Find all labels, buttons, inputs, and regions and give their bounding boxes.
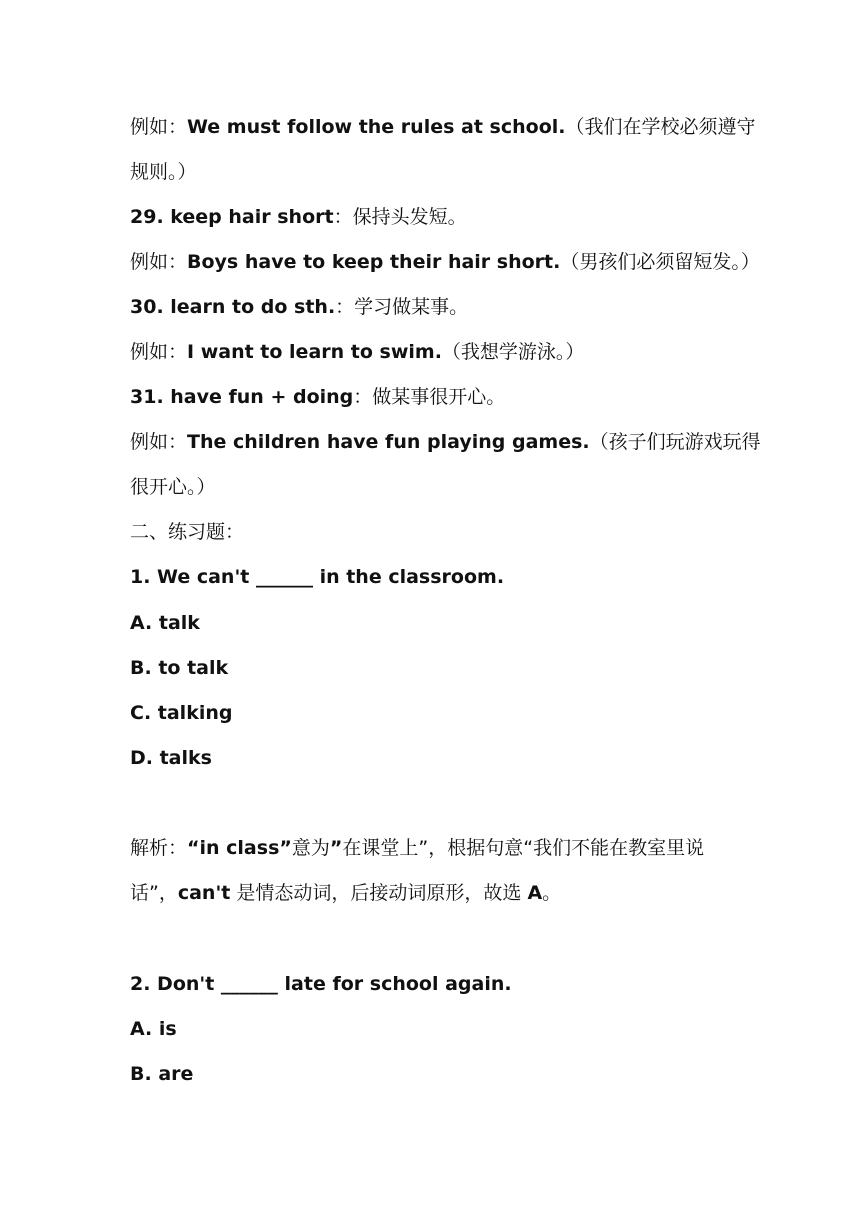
analysis-1-line-2: 话”，can't 是情态动词，后接动词原形，故选 A。	[130, 882, 562, 904]
section-heading-exercises: 二、练习题：	[130, 521, 245, 543]
item-30: 30. learn to do sth.：学习做某事。	[130, 296, 469, 318]
example-line-hair: 例如：Boys have to keep their hair short.（男孩们必须留短发。）	[130, 251, 760, 273]
question-1-option-d: D. talks	[130, 747, 212, 769]
question-1-option-c: C. talking	[130, 702, 233, 724]
example-line-games-cont: 很开心。）	[130, 476, 216, 498]
item-31: 31. have fun + doing：做某事很开心。	[130, 386, 506, 408]
question-2-option-b: B. are	[130, 1063, 194, 1085]
analysis-1-line-1: 解析：“in class”意为”在课堂上”，根据句意“我们不能在教室里说	[130, 837, 705, 859]
question-2-stem: 2. Don't ______ late for school again.	[130, 973, 512, 995]
example-line-rules-cont: 规则。）	[130, 161, 197, 183]
question-2-option-a: A. is	[130, 1018, 177, 1040]
item-29: 29. keep hair short：保持头发短。	[130, 206, 467, 228]
example-line-games: 例如：The children have fun playing games.（孩子们玩游戏玩得	[130, 431, 761, 453]
example-line-rules: 例如：We must follow the rules at school.（我们在学校必须遵守	[130, 116, 756, 138]
question-1-stem: 1. We can't ______ in the classroom.	[130, 566, 505, 588]
question-1-option-b: B. to talk	[130, 657, 229, 679]
question-1-option-a: A. talk	[130, 612, 200, 634]
example-line-swim: 例如：I want to learn to swim.（我想学游泳。）	[130, 341, 585, 363]
